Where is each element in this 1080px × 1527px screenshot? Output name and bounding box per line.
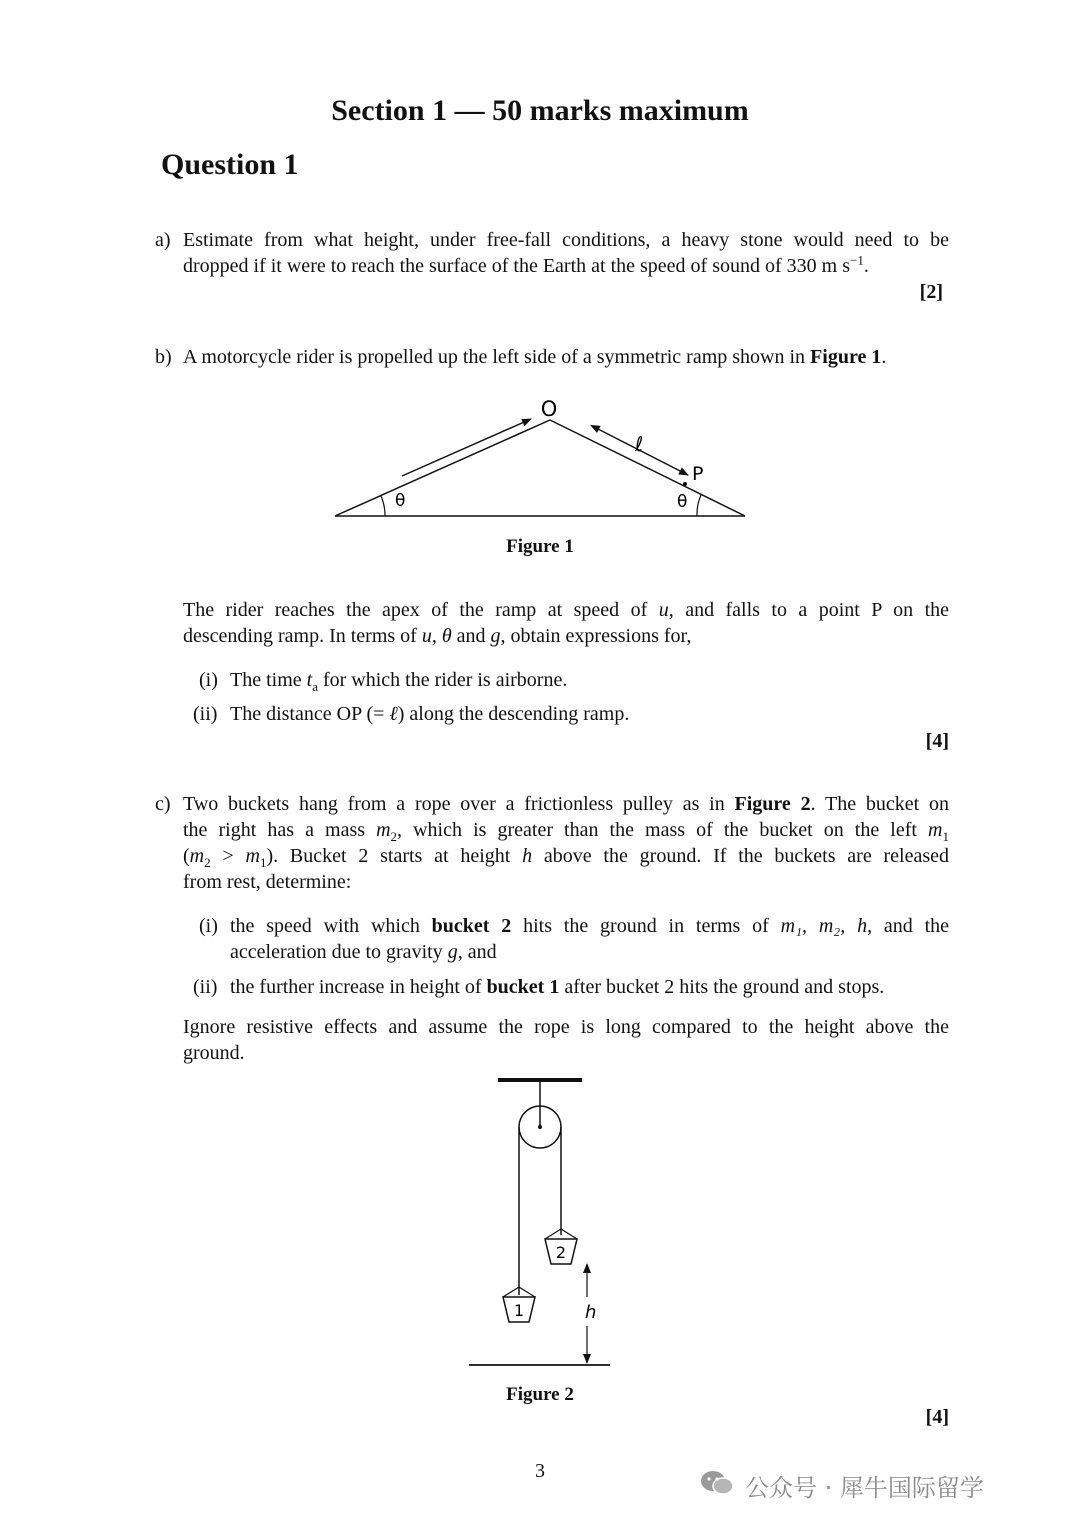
part-b-intro-pre: A motorcycle rider is propelled up the left side of a symmetric ramp shown in [183,346,811,368]
part-b-text1-b: , and falls to a point P on the [668,599,950,621]
c-l1-b: . The bucket on [810,793,950,815]
ci2-a: acceleration due to gravity [230,941,448,963]
var-m1b-sub: 1 [259,855,267,870]
part-b-item2-label: (ii) [193,703,218,725]
part-c-note2: ground. [183,1042,245,1064]
var-m1-sub: 1 [942,829,949,844]
var-m1: m [928,819,943,841]
part-a-line2-pre: dropped if it were to reach the surface of the Earth at the speed of sound of [183,255,787,277]
left-angle-label: θ [395,491,406,511]
ci1-vars: m₁, m₂, h, [780,915,873,937]
part-b-marks: [4] [925,730,949,752]
height-label: h [585,1302,597,1323]
part-a-line2-post: . [863,255,869,277]
var-h: h [522,845,533,867]
part-b-text2-c: , obtain expressions for, [500,625,692,647]
item2-b: ) along the descending ramp. [397,703,630,725]
part-a-marks: [2] [919,281,943,303]
var-m2-sub: 2 [390,829,398,844]
part-b-label: b) [155,346,172,368]
var-m2: m [376,819,391,841]
figure-2-ref: Figure 2 [734,793,811,815]
item1-a: The time [230,669,307,691]
vars-u-theta: u, θ [421,625,452,647]
pulley-axle [538,1125,542,1129]
c-l2-a: the right has a mass [183,819,377,841]
wechat-icon [699,1469,735,1497]
c-l3-c: above the ground. If the buckets are released [532,845,950,867]
figure-1-ref: Figure 1 [810,346,882,368]
part-b-text2-b: and [451,625,491,647]
part-c-label: c) [155,793,171,815]
part-c-marks: [4] [925,1406,949,1428]
bucket-1-handle-right [519,1287,535,1297]
bucket-1-handle-left [503,1287,519,1297]
watermark-text: 公众号 · 犀牛国际留学 [745,1474,984,1502]
bucket-2-label: 2 [555,1243,567,1262]
part-c-note1: Ignore resistive effects and assume the rope is long compared to the height above the [183,1016,949,1038]
c-l3-b: ). Bucket 2 starts at height [266,845,523,867]
ci1-bold: bucket 2 [431,915,512,937]
c-l2-b: , which is greater than the mass of the bucket on the left [397,819,929,841]
page-number: 3 [535,1460,545,1482]
section-title: Section 1 — 50 marks maximum [331,94,749,127]
part-c-item1-label: (i) [199,915,218,937]
bucket-2-handle-left [545,1229,561,1239]
ci1-a: the speed with which [230,915,432,937]
question-title: Question 1 [161,148,299,181]
ci1-c: and the [872,915,950,937]
part-a-line1: Estimate from what height, under free-fall conditions, a heavy stone would need to be [183,229,949,251]
ci2-b: , and [457,941,497,963]
var-m1b: m [245,845,260,867]
c-l1-a: Two buckets hang from a rope over a frictionless pulley as in [183,793,735,815]
item1-b: for which the rider is airborne. [317,669,568,691]
var-t-sub: a [312,679,318,694]
part-b-text2-a: descending ramp. In terms of [183,625,422,647]
cii-a: the further increase in height of [230,976,487,998]
c-l3-gt: > [210,845,246,867]
part-a-label: a) [155,229,171,251]
cii-bold: bucket 1 [486,976,560,998]
cii-b: after bucket 2 hits the ground and stops. [559,976,885,998]
point-p-label: P [692,463,704,485]
bucket-1-label: 1 [513,1301,525,1320]
var-m2b-sub: 2 [204,855,211,870]
part-c-item2-label: (ii) [193,976,218,998]
right-angle-label: θ [677,492,688,512]
length-label: ℓ [635,432,644,456]
apex-label: O [540,397,558,421]
var-m2b: m [189,845,205,867]
part-c-line4: from rest, determine: [183,871,352,893]
part-b-intro-post: . [881,346,887,368]
part-b-text1-a: The rider reaches the apex of the ramp at speed of [183,599,659,621]
speed-exponent: −1 [850,252,864,268]
c-l3-a: ( [183,845,190,867]
item2-a: The distance OP (= [230,703,390,725]
figure-2-caption: Figure 2 [506,1384,574,1405]
part-b-item1-label: (i) [199,669,218,691]
var-l: ℓ [389,703,398,725]
speed-value: 330 m s [786,255,850,277]
var-t: t [306,669,313,691]
figure-1-caption: Figure 1 [506,536,574,557]
var-g: g [490,625,501,647]
ci1-b: hits the ground in terms of [511,915,781,937]
var-u: u [658,599,669,621]
ci2-g: g [447,941,458,963]
bucket-2-handle-right [561,1229,577,1239]
